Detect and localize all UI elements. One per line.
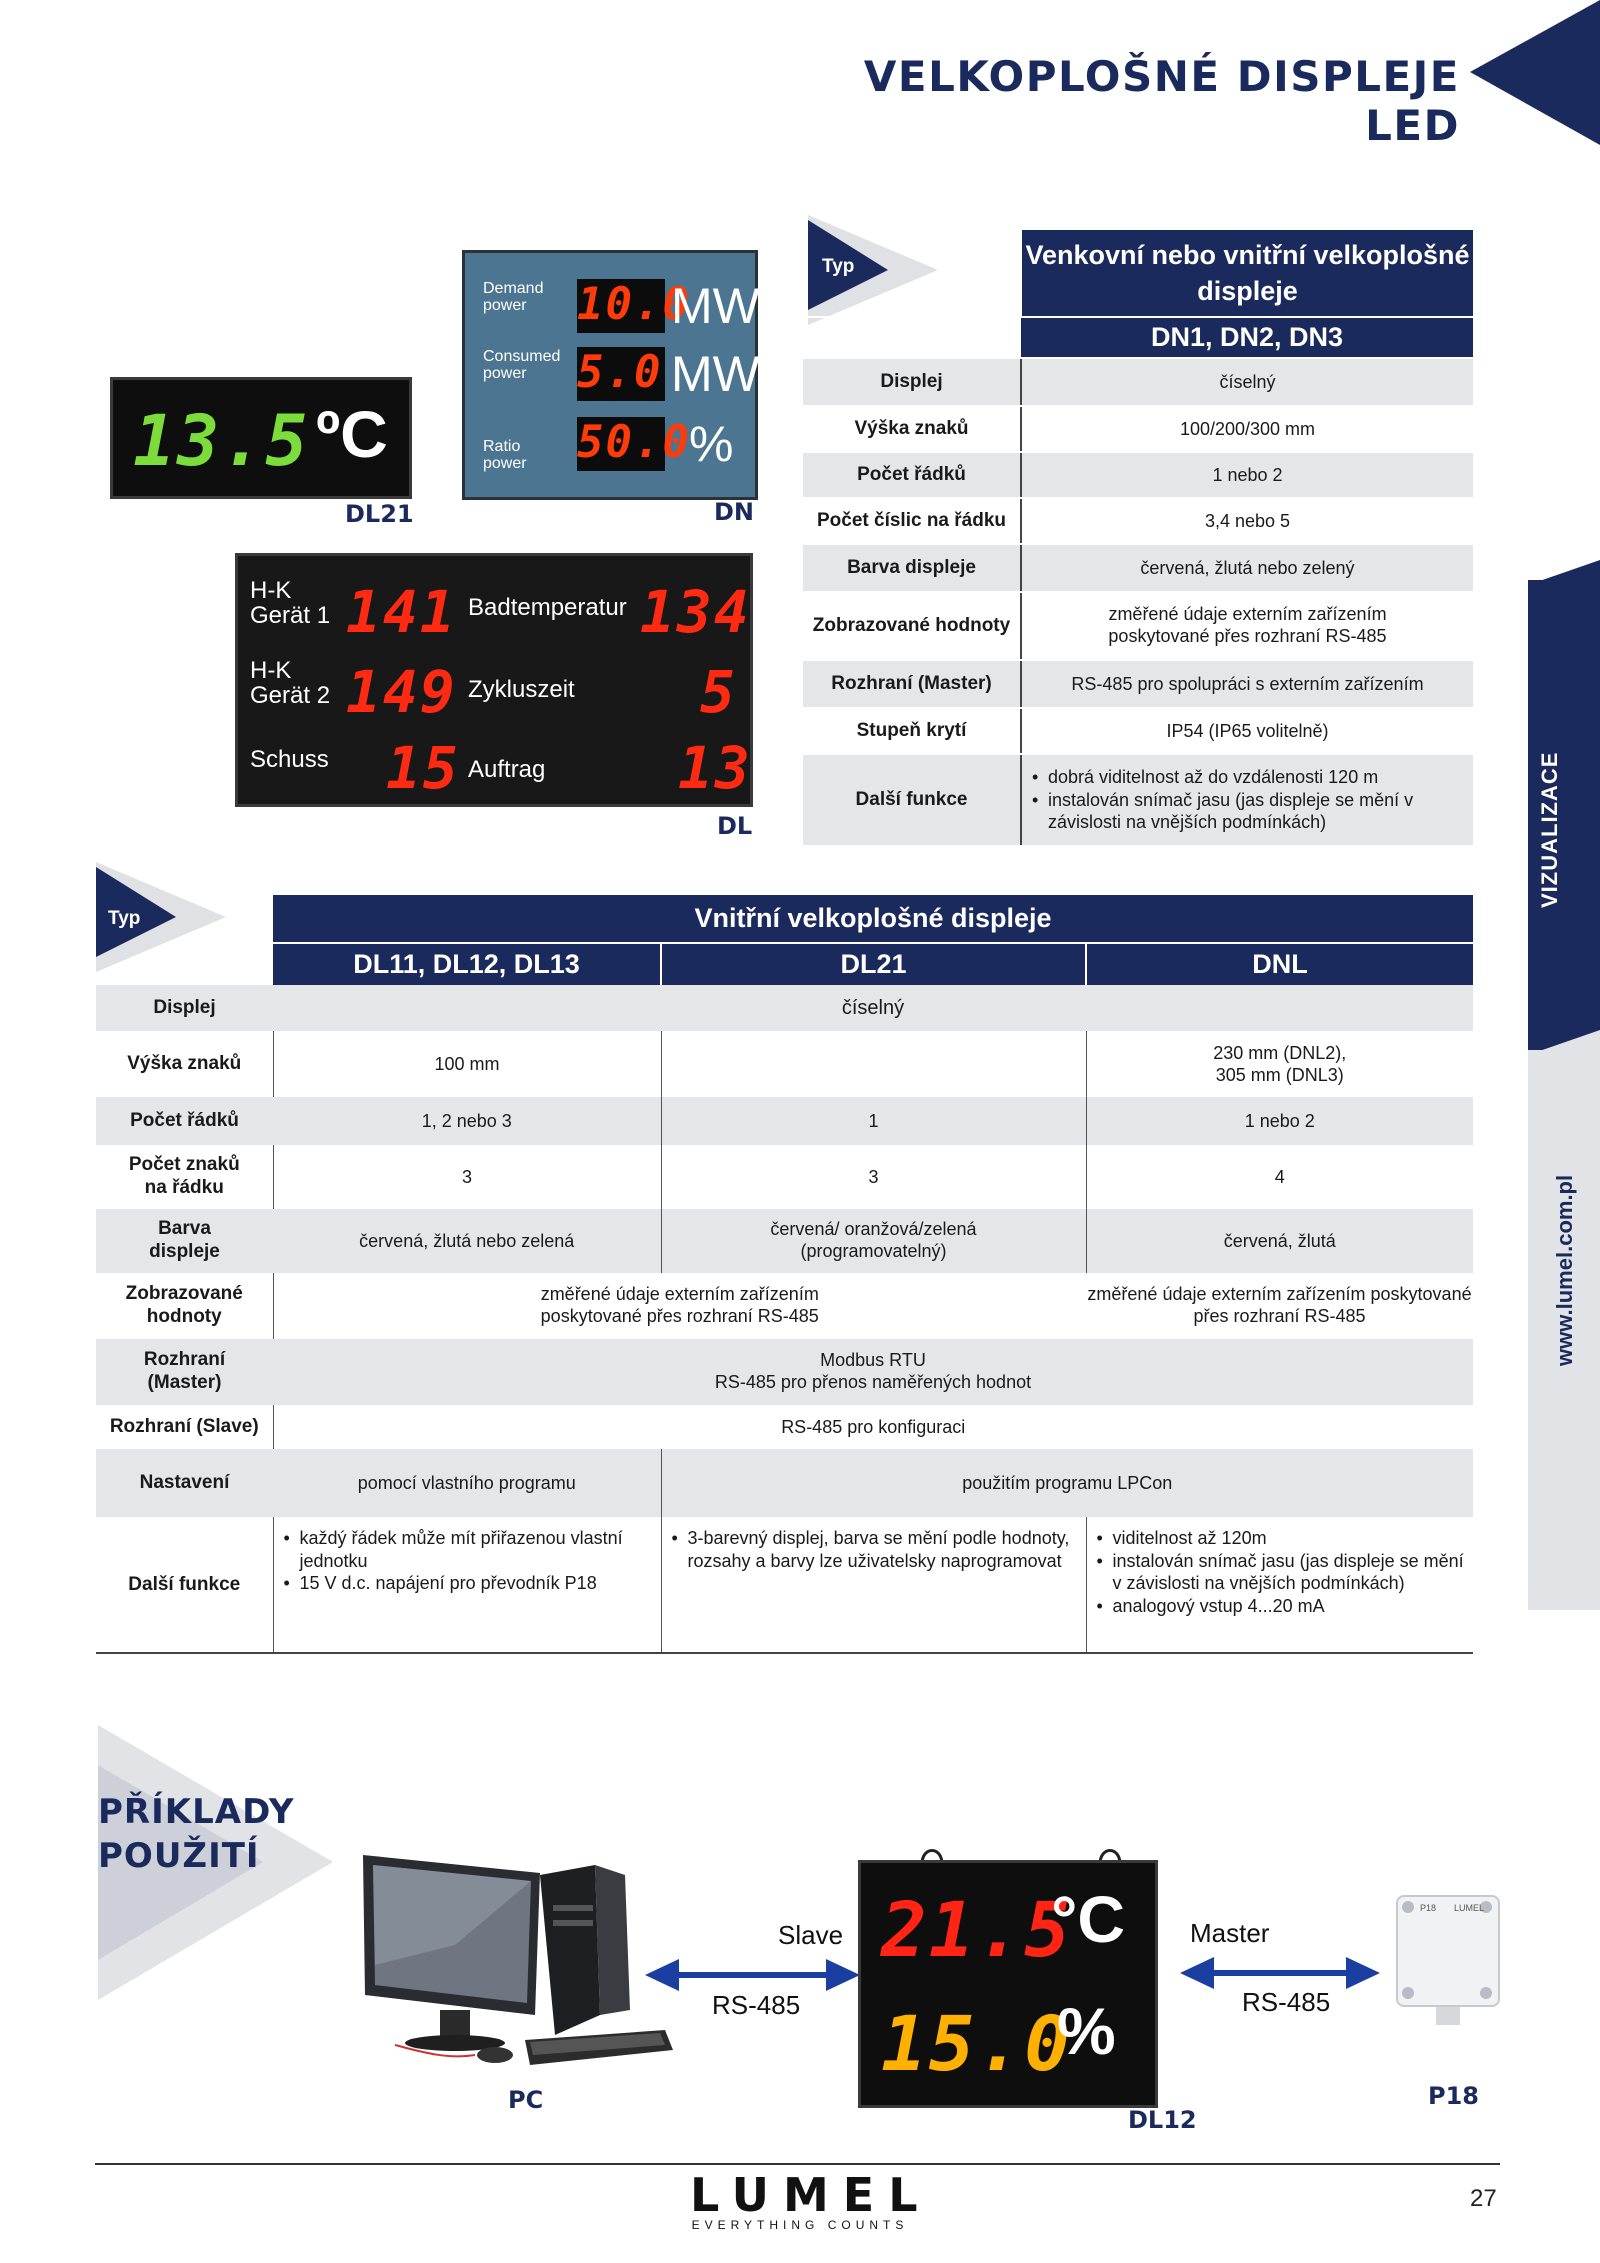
dl-value: 134 xyxy=(640,578,751,646)
bullet-list xyxy=(1030,766,1465,834)
dl-label: Gerät 1 xyxy=(250,602,331,630)
row-label-line: Barva xyxy=(158,1218,211,1240)
row-value: RS-485 pro spolupráci s externím zařízením xyxy=(1021,660,1473,708)
slave-label: Slave xyxy=(778,1920,844,1950)
row-value xyxy=(1086,1031,1473,1097)
row-label: Výška znaků xyxy=(803,406,1021,452)
row-value-line: poskytované přes rozhraní RS-485 xyxy=(1108,626,1387,646)
dl-label: Schuss xyxy=(250,746,329,773)
bullet-item: • instalován snímač jasu (jas displeje se mění v závislosti na vnějších podmínkách) xyxy=(1030,789,1465,834)
dl12-value-1: 21.5 xyxy=(881,1885,1073,1974)
row-value: číselný xyxy=(273,985,1473,1031)
bullet-item: • instalován snímač jasu (jas displeje se mění v závislosti na vnějších podmínkách) xyxy=(1095,1550,1466,1595)
row-label: Počet řádků xyxy=(803,452,1021,498)
master-label: Master xyxy=(1190,1918,1270,1948)
table2-col-dl11: DL11, DL12, DL13 xyxy=(273,943,661,985)
dn-spec-table xyxy=(803,230,1473,847)
row-label: Rozhraní (Slave) xyxy=(109,1416,259,1437)
row-label-line: displeje xyxy=(149,1241,220,1262)
row-value: 1 xyxy=(661,1097,1086,1145)
dn-label: Ratio xyxy=(483,438,521,455)
row-value-line: Modbus RTU xyxy=(820,1350,926,1371)
dn-value: 5.0 xyxy=(577,347,663,398)
dn-unit: % xyxy=(689,416,734,472)
dl21-caption: DL21 xyxy=(345,500,414,528)
dn-label: power xyxy=(483,364,527,382)
bullet-list xyxy=(1095,1527,1466,1617)
row-value: 100/200/300 mm xyxy=(1021,406,1473,452)
dl-label: H-K xyxy=(250,577,292,604)
row-value: červená, žlutá xyxy=(1086,1209,1473,1273)
dn-device-image xyxy=(462,250,758,500)
row-value-line: změřené údaje externím zařízením xyxy=(1108,604,1387,625)
row-label: Displej xyxy=(803,358,1021,406)
row-label-line: na řádku xyxy=(144,1177,224,1198)
indoor-display-table xyxy=(96,895,1473,1654)
row-value-line: změřené údaje externím zařízením xyxy=(540,1284,819,1305)
row-value: RS-485 pro konfiguraci xyxy=(273,1405,1473,1449)
table2-typ-label: Typ xyxy=(108,908,141,929)
row-value: 3 xyxy=(273,1145,661,1209)
row-value xyxy=(661,1517,1086,1653)
side-tab-notch xyxy=(1528,560,1600,585)
row-value: IP54 (IP65 volitelně) xyxy=(1021,708,1473,754)
row-value: červená, žlutá nebo zelená xyxy=(273,1209,661,1273)
row-value xyxy=(1021,754,1473,846)
row-value: použitím programu LPCon xyxy=(661,1449,1473,1517)
row-value-line: červená/ oranžová/zelená xyxy=(770,1219,977,1240)
row-value-line: (programovatelný) xyxy=(800,1241,947,1261)
table2-col-dl21: DL21 xyxy=(661,943,1086,985)
row-value: 1 nebo 2 xyxy=(1021,452,1473,498)
dn-value: 10.0 xyxy=(577,279,691,330)
table1-typ-label: Typ xyxy=(822,256,855,277)
bullet-item: • 15 V d.c. napájení pro převodník P18 xyxy=(282,1572,653,1595)
dl12-value-2: 15.0 xyxy=(881,1999,1073,2088)
dl-label: Gerät 2 xyxy=(250,682,331,710)
rs485-right-label: RS-485 xyxy=(1242,1987,1331,2017)
row-value: 4 xyxy=(1086,1145,1473,1209)
dn-unit: MW xyxy=(671,346,760,402)
table2-header-title: Vnitřní velkoplošné displeje xyxy=(273,895,1473,943)
dl21-reading: 13.5 xyxy=(133,400,310,482)
page-number: 27 xyxy=(1470,2185,1497,2212)
bullet-item: • analogový vstup 4...20 mA xyxy=(1095,1595,1466,1618)
row-value xyxy=(661,1209,1086,1273)
row-value: 1 nebo 2 xyxy=(1086,1097,1473,1145)
dl-label: Auftrag xyxy=(468,756,546,783)
dn-label: Consumed xyxy=(483,348,561,365)
dl12-caption: DL12 xyxy=(1128,2106,1197,2134)
dn-label: power xyxy=(483,296,527,314)
bullet-item: • 3-barevný displej, barva se mění podle hodnoty, rozsahy a barvy lze uživatelsky naprogramovat xyxy=(670,1527,1078,1572)
row-value-empty xyxy=(661,1031,1086,1097)
dn-label: power xyxy=(483,454,527,472)
row-value xyxy=(273,1517,661,1653)
row-value-line: 230 mm (DNL2), xyxy=(1213,1042,1347,1063)
slave-link-arrow-icon xyxy=(645,1955,860,1995)
footer-divider xyxy=(95,2163,1500,2165)
dl-value: 13 xyxy=(678,734,752,802)
logo-text: LUMEL xyxy=(690,2168,932,2222)
row-label xyxy=(96,1273,273,1339)
dn-row-3 xyxy=(483,439,527,473)
row-value: pomocí vlastního programu xyxy=(273,1449,661,1517)
table1-header-title xyxy=(1021,230,1473,317)
dn-caption: DN xyxy=(714,498,755,526)
table1-title-text: Venkovní nebo vnitřní velkoplošné displeje xyxy=(1025,239,1470,306)
row-value xyxy=(273,1273,1086,1339)
bullet-item: • viditelnost až 120m xyxy=(1095,1527,1466,1550)
row-value xyxy=(1086,1517,1473,1653)
logo-slogan: EVERYTHING COUNTS xyxy=(691,2218,909,2232)
row-label: Barva displeje xyxy=(803,544,1021,592)
row-label: Další funkce xyxy=(803,754,1021,846)
row-label: Stupeň krytí xyxy=(803,708,1021,754)
dn-value: 50.0 xyxy=(577,417,691,468)
examples-title-line: PŘÍKLADY xyxy=(98,1792,295,1832)
dl12-device-image xyxy=(858,1860,1158,2108)
row-value: číselný xyxy=(1021,358,1473,406)
pc-caption: PC xyxy=(508,2086,544,2114)
website-url[interactable]: www.lumel.com.pl xyxy=(1552,1174,1577,1366)
row-label xyxy=(96,1339,273,1405)
row-label-line: Zobrazované xyxy=(125,1283,243,1305)
dn-label: Demand xyxy=(483,280,544,297)
corner-triangle-decoration xyxy=(1470,0,1600,145)
dl-label: Zykluszeit xyxy=(468,676,575,703)
dn-row-1 xyxy=(483,281,543,315)
row-label: Další funkce xyxy=(96,1517,273,1653)
row-value-line: 305 mm (DNL3) xyxy=(1215,1065,1344,1085)
p18-brand-text: LUMEL xyxy=(1454,1903,1485,1913)
p18-sensor-image xyxy=(1396,1895,1500,2025)
row-label: Rozhraní (Master) xyxy=(803,660,1021,708)
row-label xyxy=(96,1145,273,1209)
row-value: 3,4 nebo 5 xyxy=(1021,498,1473,544)
dl21-device-image xyxy=(110,377,412,499)
dl-label: Badtemperatur xyxy=(468,594,627,621)
pc-computer-image xyxy=(355,1845,675,2070)
table2-col-dnl: DNL xyxy=(1086,943,1473,985)
row-value xyxy=(1086,1273,1473,1339)
rs485-left-label: RS-485 xyxy=(712,1990,801,2020)
dl-value: 141 xyxy=(346,578,457,646)
row-label: Displej xyxy=(96,985,273,1031)
examples-title-line: POUŽITÍ xyxy=(98,1836,260,1877)
row-value: 3 xyxy=(661,1145,1086,1209)
dl12-unit-2: % xyxy=(1057,1994,1116,2068)
row-value: červená, žlutá nebo zelený xyxy=(1021,544,1473,592)
p18-label-text: P18 xyxy=(1420,1903,1437,1913)
dl-value: 149 xyxy=(346,658,457,726)
bullet-item: • dobrá viditelnost až do vzdálenosti 120 m xyxy=(1030,766,1465,789)
dl21-unit: ºC xyxy=(316,397,388,471)
bullet-item: • každý řádek může mít přiřazenou vlastní jednotku xyxy=(282,1527,653,1572)
row-label-line: Rozhraní xyxy=(143,1349,226,1371)
row-value: 100 mm xyxy=(273,1031,661,1097)
dl12-unit-1: °C xyxy=(1051,1882,1126,1956)
row-value-line: změřené údaje externím zařízením poskytované xyxy=(1087,1284,1472,1305)
lumel-logo xyxy=(690,2168,932,2232)
dn-row-2 xyxy=(483,349,560,383)
examples-title xyxy=(98,1790,294,1878)
row-label-line: (Master) xyxy=(147,1372,222,1393)
row-label: Zobrazované hodnoty xyxy=(803,592,1021,660)
dl-value: 5 xyxy=(700,658,737,726)
row-label: Počet řádků xyxy=(96,1097,273,1145)
row-value-line: poskytované přes rozhraní RS-485 xyxy=(540,1306,819,1326)
row-label xyxy=(96,1209,273,1273)
table1-header-models: DN1, DN2, DN3 xyxy=(1021,317,1473,358)
row-label: Výška znaků xyxy=(127,1053,242,1074)
row-value: 1, 2 nebo 3 xyxy=(273,1097,661,1145)
row-label-line: Počet znaků xyxy=(128,1154,240,1176)
bullet-list xyxy=(282,1527,653,1595)
row-value xyxy=(273,1339,1473,1405)
side-tab2-notch xyxy=(1528,1030,1600,1055)
row-value xyxy=(1021,592,1473,660)
bullet-list xyxy=(670,1527,1078,1572)
dl-value: 15 xyxy=(386,734,460,802)
row-label-line: hodnoty xyxy=(146,1306,222,1327)
side-tab-label: VIZUALIZACE xyxy=(1537,751,1562,909)
dn-unit: MW xyxy=(671,278,760,334)
dl-caption: DL xyxy=(717,812,753,840)
row-value-line: RS-485 pro přenos naměřených hodnot xyxy=(714,1372,1032,1392)
dl-device-image xyxy=(235,553,753,807)
page-title: VELKOPLOŠNÉ DISPLEJE LED xyxy=(863,52,1460,150)
row-value-line: přes rozhraní RS-485 xyxy=(1193,1306,1366,1326)
p18-caption: P18 xyxy=(1428,2082,1479,2110)
row-label: Počet číslic na řádku xyxy=(803,498,1021,544)
dl-label: H-K xyxy=(250,657,292,684)
row-label: Nastavení xyxy=(96,1449,273,1517)
